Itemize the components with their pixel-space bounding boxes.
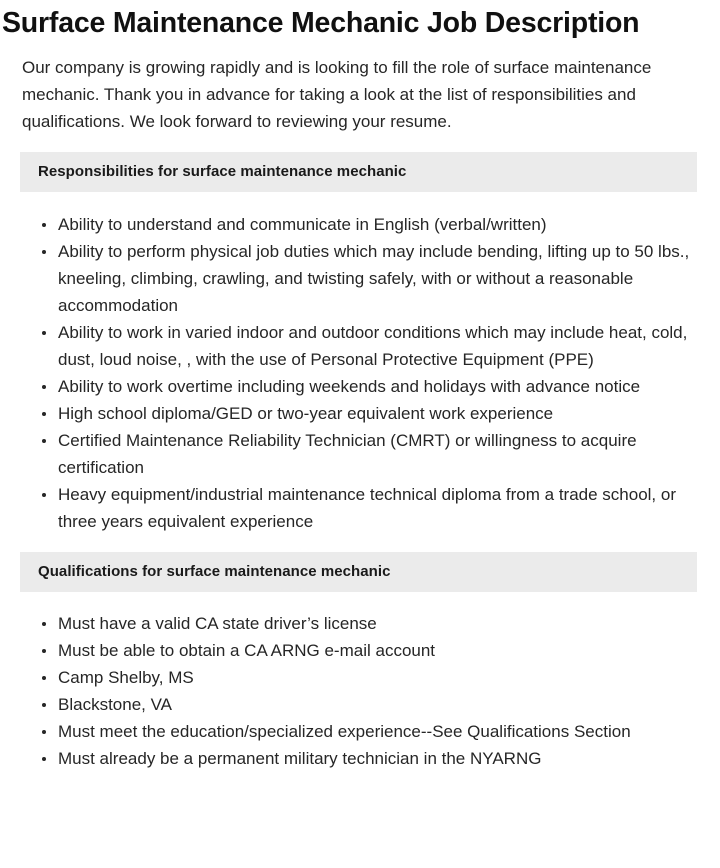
list-item	[0, 664, 720, 691]
list-item	[0, 211, 720, 238]
list-item-text: Heavy equipment/industrial maintenance technical diploma from a trade school, or three years equivalent experience	[58, 485, 676, 531]
list-item-text: Blackstone, VA	[58, 695, 173, 714]
bullet-icon	[42, 745, 48, 772]
list-item	[0, 745, 720, 772]
bullet-icon	[42, 664, 48, 691]
section-heading-label: Qualifications for surface maintenance mechanic	[38, 563, 391, 580]
list-item-text: High school diploma/GED or two-year equivalent work experience	[58, 404, 554, 423]
section-header-qualifications	[20, 552, 697, 592]
list-item	[0, 427, 720, 481]
bullet-icon	[42, 319, 48, 346]
list-item	[0, 718, 720, 745]
list-item	[0, 637, 720, 664]
list-item-text: Certified Maintenance Reliability Technician (CMRT) or willingness to acquire certification	[58, 431, 637, 477]
bullet-icon	[42, 238, 48, 265]
list-item-text: Ability to perform physical job duties which may include bending, lifting up to 50 lbs., kneeling, climbing, crawling, and twisting safely, with or without a reasonable accommodation	[58, 242, 690, 315]
bullet-icon	[42, 718, 48, 745]
list-item-text: Ability to work in varied indoor and outdoor conditions which may include heat, cold, dust, loud noise, , with the use of Personal Protective Equipment (PPE)	[58, 323, 688, 369]
section-header-responsibilities	[20, 152, 697, 192]
bullet-icon	[42, 211, 48, 238]
bullet-icon	[42, 373, 48, 400]
list-item-text: Must have a valid CA state driver’s license	[58, 614, 377, 633]
bullet-icon	[42, 481, 48, 508]
list-item	[0, 610, 720, 637]
list-item-text: Must be able to obtain a CA ARNG e-mail account	[58, 641, 436, 660]
list-item-text: Ability to work overtime including weekends and holidays with advance notice	[58, 377, 641, 396]
bullet-icon	[42, 400, 48, 427]
bullet-icon	[42, 610, 48, 637]
intro-paragraph: Our company is growing rapidly and is looking to fill the role of surface maintenance mechanic. Thank you in advance for taking a look at the list of responsibilities and qualifications. We look forward to reviewing your resume.	[22, 58, 652, 131]
section-heading-label: Responsibilities for surface maintenance mechanic	[38, 163, 407, 180]
list-item-text: Ability to understand and communicate in English (verbal/written)	[58, 215, 547, 234]
list-item	[0, 238, 720, 319]
list-item	[0, 481, 720, 535]
bullet-icon	[42, 691, 48, 718]
list-item	[0, 400, 720, 427]
list-item	[0, 319, 720, 373]
list-item-text: Must already be a permanent military technician in the NYARNG	[58, 749, 542, 768]
qualifications-list	[0, 592, 720, 772]
list-item-text: Must meet the education/specialized experience--See Qualifications Section	[58, 722, 631, 741]
bullet-icon	[42, 427, 48, 454]
list-item	[0, 691, 720, 718]
list-item	[0, 373, 720, 400]
page-title: Surface Maintenance Mechanic Job Description	[2, 7, 640, 39]
list-item-text: Camp Shelby, MS	[58, 668, 194, 687]
responsibilities-list	[0, 192, 720, 535]
bullet-icon	[42, 637, 48, 664]
